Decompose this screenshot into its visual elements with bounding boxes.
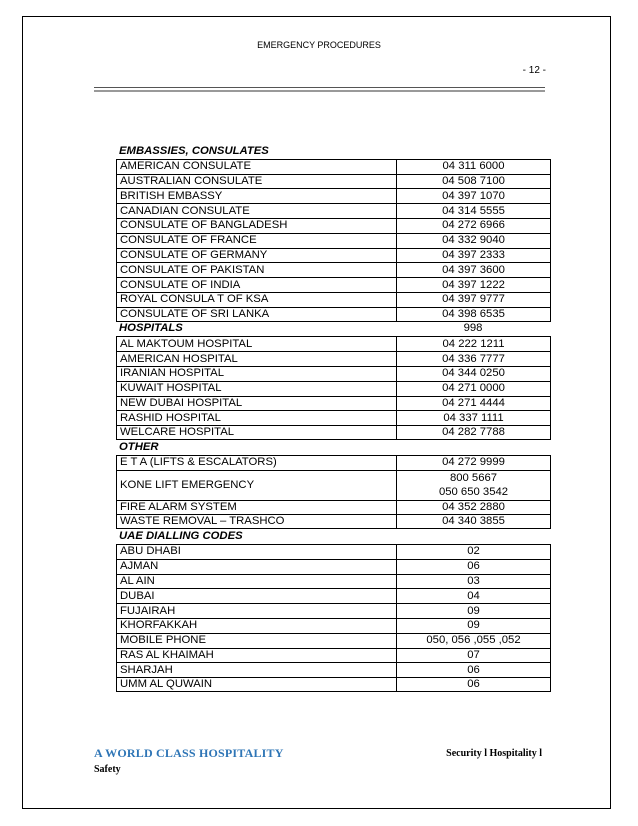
table-row	[116, 188, 551, 203]
contact-number-cell	[396, 471, 550, 500]
contact-number-cell	[396, 501, 550, 515]
table-row	[116, 455, 551, 470]
contact-name: CONSULATE OF FRANCE	[120, 234, 257, 247]
contact-number-cell	[396, 263, 550, 277]
contact-number-cell	[396, 219, 550, 233]
table-row	[116, 174, 551, 189]
contact-number: 04	[467, 589, 480, 602]
contact-number-cell	[396, 175, 550, 189]
document-title: EMERGENCY PROCEDURES	[257, 40, 381, 50]
contact-number: 800 5667	[449, 472, 498, 485]
table-row	[116, 292, 551, 307]
contact-number: 03	[467, 574, 480, 587]
section-heading-row	[116, 322, 551, 337]
contact-number: 04 314 5555	[442, 204, 505, 217]
contact-number: 04 311 6000	[442, 160, 505, 173]
contact-number: 04 397 1070	[442, 189, 505, 202]
section-heading-row	[116, 440, 551, 455]
section-heading-row	[116, 529, 551, 544]
contact-name: CONSULATE OF INDIA	[120, 278, 241, 291]
table-row	[116, 514, 551, 529]
contact-name: UMM AL QUWAIN	[120, 678, 213, 690]
emergency-contacts-table	[116, 144, 551, 692]
contact-name: WELCARE HOSPITAL	[120, 426, 235, 439]
contact-name: AL MAKTOUM HOSPITAL	[120, 337, 253, 350]
contact-number: 06	[467, 560, 480, 573]
contact-number-cell	[396, 604, 550, 618]
contact-number: 06	[467, 663, 480, 676]
contact-name: E T A (LIFTS & ESCALATORS)	[120, 456, 277, 469]
contact-number-cell	[396, 456, 550, 470]
contact-name: CONSULATE OF BANGLADESH	[120, 219, 288, 232]
table-row	[116, 618, 551, 633]
contact-name: FUJAIRAH	[120, 604, 176, 617]
contact-number: 04 271 4444	[442, 396, 505, 409]
contact-name: KHORFAKKAH	[120, 619, 198, 632]
table-row	[116, 677, 551, 692]
contact-name: KUWAIT HOSPITAL	[120, 382, 222, 395]
contact-number-cell	[396, 411, 550, 425]
contact-number: 02	[467, 545, 480, 558]
contact-number: 04 352 2880	[442, 500, 505, 513]
table-row	[116, 588, 551, 603]
contact-name: NEW DUBAI HOSPITAL	[120, 396, 243, 409]
table-row	[116, 336, 551, 351]
contact-number-cell	[396, 663, 550, 677]
table-row	[116, 662, 551, 677]
contact-name: BRITISH EMBASSY	[120, 189, 223, 202]
contact-number-cell	[396, 278, 550, 292]
contact-name: ROYAL CONSULA T OF KSA	[120, 293, 269, 306]
table-row	[116, 233, 551, 248]
contact-name: CONSULATE OF SRI LANKA	[120, 307, 270, 320]
contact-name: MOBILE PHONE	[120, 634, 207, 647]
table-row	[116, 633, 551, 648]
contact-number: 04 272 6966	[442, 219, 505, 232]
contact-number: 07	[467, 648, 480, 661]
contact-name: RASHID HOSPITAL	[120, 411, 221, 424]
contact-number-cell	[396, 560, 550, 574]
contact-number: 04 282 7788	[442, 426, 505, 439]
section-heading: OTHER	[119, 440, 159, 453]
contact-number-cell	[396, 189, 550, 203]
contact-name: CANADIAN CONSULATE	[120, 204, 250, 217]
contact-number: 04 332 9040	[442, 234, 505, 247]
table-row	[116, 366, 551, 381]
table-row	[116, 574, 551, 589]
contact-number-cell	[396, 367, 550, 381]
contact-number-cell	[396, 634, 550, 648]
contact-number-cell	[396, 545, 550, 559]
contact-number-cell	[396, 649, 550, 663]
contact-number-cell	[396, 337, 550, 351]
contact-number-cell	[396, 589, 550, 603]
page-number: - 12 -	[522, 65, 546, 76]
table-row	[116, 248, 551, 263]
contact-number-cell	[396, 352, 550, 366]
table-row	[116, 262, 551, 277]
contact-number-cell	[396, 575, 550, 589]
contact-name: AMERICAN HOSPITAL	[120, 352, 238, 365]
section-heading-value	[395, 529, 551, 544]
contact-name: FIRE ALARM SYSTEM	[120, 500, 237, 513]
section-heading-value	[395, 144, 551, 159]
contact-name: AL AIN	[120, 574, 155, 587]
contact-number-cell	[396, 426, 550, 439]
footer-tagline: A WORLD CLASS HOSPITALITY	[94, 746, 284, 760]
contact-name: RAS AL KHAIMAH	[120, 648, 214, 661]
contact-name: AJMAN	[120, 560, 159, 573]
contact-number: 04 222 1211	[442, 337, 505, 350]
contact-number: 04 397 9777	[442, 293, 505, 306]
contact-number: 04 272 9999	[442, 456, 505, 469]
section-heading: HOSPITALS	[119, 322, 183, 335]
table-row	[116, 603, 551, 618]
footer-department: Security l Hospitality l	[446, 748, 542, 759]
contact-number: 04 508 7100	[442, 174, 505, 187]
contact-number-cell	[396, 234, 550, 248]
contact-name: IRANIAN HOSPITAL	[120, 367, 224, 380]
contact-name: CONSULATE OF PAKISTAN	[120, 263, 265, 276]
table-row	[116, 277, 551, 292]
contact-name: KONE LIFT EMERGENCY	[120, 478, 255, 491]
table-row	[116, 559, 551, 574]
contact-number-cell	[396, 308, 550, 321]
contact-number: 04 336 7777	[442, 352, 505, 365]
contact-number: 09	[467, 619, 480, 632]
contact-name: ABU DHABI	[120, 545, 181, 558]
contact-number-cell	[396, 249, 550, 263]
contact-number: 09	[467, 604, 480, 617]
table-row	[116, 396, 551, 411]
contact-number: 04 344 0250	[442, 367, 505, 380]
contact-number: 050, 056 ,055 ,052	[426, 634, 521, 647]
contact-number-cell	[396, 204, 550, 218]
contact-number: 04 398 6535	[442, 307, 505, 320]
table-row	[116, 381, 551, 396]
contact-name: AUSTRALIAN CONSULATE	[120, 174, 263, 187]
contact-name: WASTE REMOVAL – TRASHCO	[120, 515, 285, 528]
footer-tagline-continued: Safety	[94, 764, 121, 775]
table-row	[116, 410, 551, 425]
section-heading-value: 998	[463, 322, 483, 335]
table-row	[116, 500, 551, 515]
table-row	[116, 425, 551, 440]
contact-name: DUBAI	[120, 589, 155, 602]
table-row	[116, 203, 551, 218]
contact-number: 04 337 1111	[443, 411, 504, 424]
contact-number-cell	[396, 619, 550, 633]
contact-number-cell	[396, 382, 550, 396]
contact-number-cell	[396, 678, 550, 691]
section-heading-row	[116, 144, 551, 159]
contact-number: 04 397 2333	[442, 248, 505, 261]
table-row	[116, 544, 551, 559]
contact-number: 04 271 0000	[442, 382, 505, 395]
contact-name: AMERICAN CONSULATE	[120, 160, 251, 173]
section-heading-value	[395, 440, 551, 455]
contact-name: CONSULATE OF GERMANY	[120, 248, 268, 261]
table-row	[116, 351, 551, 366]
contact-number-cell	[396, 160, 550, 174]
contact-name: SHARJAH	[120, 663, 173, 676]
table-row	[116, 307, 551, 322]
header-rule-shadow	[94, 90, 545, 92]
header-rule	[94, 87, 545, 88]
contact-number: 04 397 3600	[442, 263, 505, 276]
section-heading: EMBASSIES, CONSULATES	[119, 144, 269, 157]
table-row	[116, 218, 551, 233]
contact-number: 04 397 1222	[442, 278, 505, 291]
contact-number-cell	[396, 397, 550, 411]
contact-number-secondary: 050 650 3542	[438, 486, 509, 499]
table-row	[116, 470, 551, 500]
contact-number: 06	[467, 678, 480, 690]
table-row	[116, 159, 551, 174]
contact-number: 04 340 3855	[442, 515, 505, 528]
section-heading: UAE DIALLING CODES	[119, 530, 243, 543]
table-row	[116, 648, 551, 663]
contact-number-cell	[396, 515, 550, 528]
contact-number-cell	[396, 293, 550, 307]
